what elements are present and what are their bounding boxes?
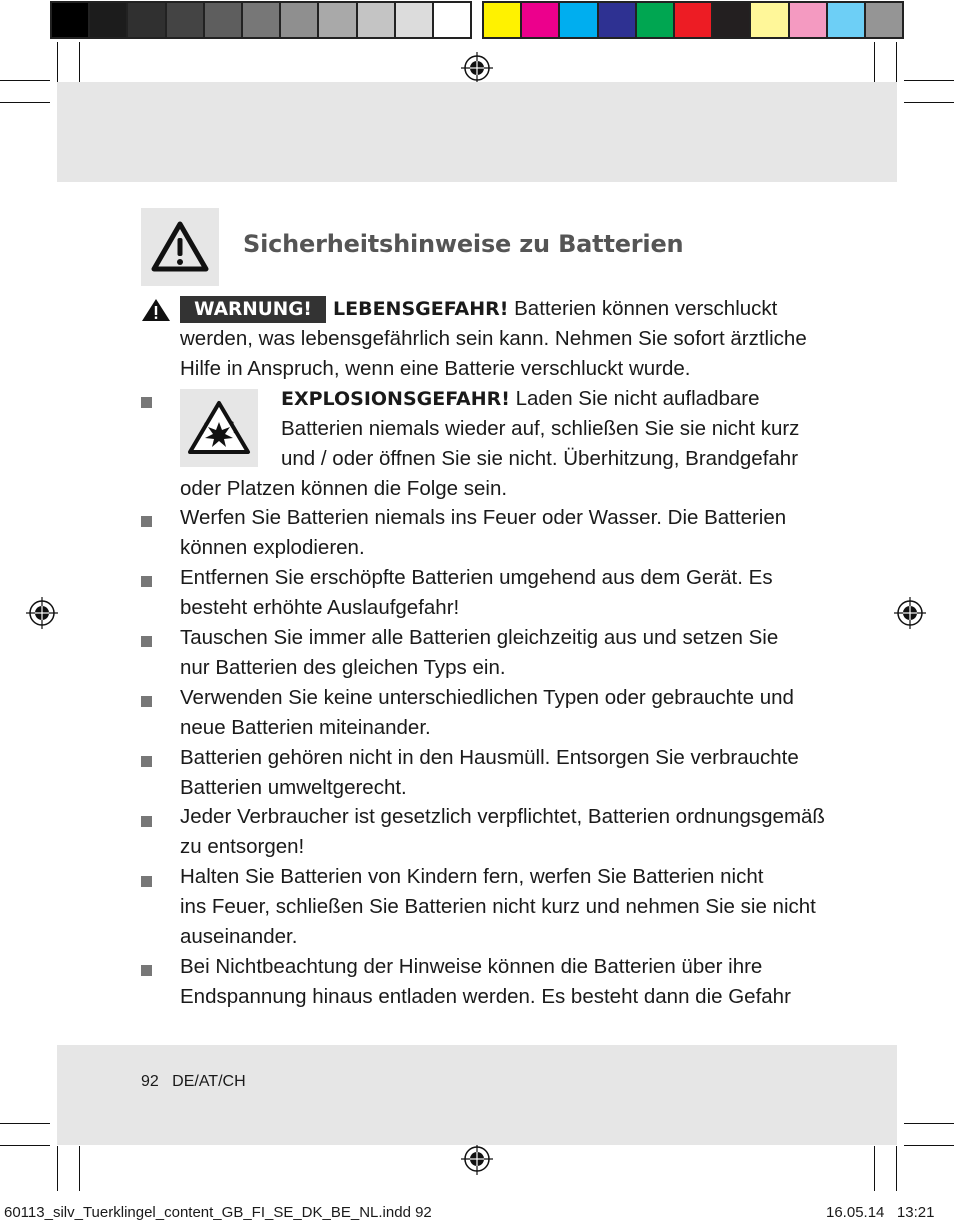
list-item-line: Werfen Sie Batterien niemals ins Feuer oder Wasser. Die Batterien bbox=[180, 506, 787, 529]
color-swatch bbox=[637, 3, 673, 37]
warning-line-2: werden, was lebensgefährlich sein kann. Nehmen Sie sofort ärztliche bbox=[180, 327, 807, 350]
list-item-line: zu entsorgen! bbox=[180, 835, 305, 858]
crop-mark bbox=[874, 42, 875, 82]
crop-mark bbox=[874, 1146, 875, 1191]
warning-triangle-icon bbox=[141, 298, 171, 322]
color-swatch bbox=[866, 3, 902, 37]
color-swatch bbox=[560, 3, 596, 37]
slug-date: 16.05.14 bbox=[826, 1204, 885, 1221]
gray-swatch bbox=[358, 3, 394, 37]
list-item-line: auseinander. bbox=[180, 925, 298, 948]
bullet bbox=[141, 876, 152, 887]
crop-mark bbox=[904, 1145, 954, 1146]
color-swatch bbox=[790, 3, 826, 37]
crop-mark bbox=[57, 1146, 58, 1191]
list-item-line: Endspannung hinaus entladen werden. Es besteht dann die Gefahr bbox=[180, 985, 791, 1008]
slug-time: 13:21 bbox=[896, 1204, 935, 1221]
bullet bbox=[141, 756, 152, 767]
registration-mark-icon bbox=[461, 1143, 493, 1175]
process-color-bar bbox=[482, 1, 904, 39]
list-item-line: neue Batterien miteinander. bbox=[180, 716, 431, 739]
gray-swatch bbox=[128, 3, 164, 37]
list-item-line: Jeder Verbraucher ist gesetzlich verpflichtet, Batterien ordnungsgemäß bbox=[180, 805, 825, 828]
color-swatch bbox=[675, 3, 711, 37]
crop-mark bbox=[904, 102, 954, 103]
footer-band bbox=[57, 1045, 897, 1145]
bullet bbox=[141, 576, 152, 587]
gray-swatch bbox=[396, 3, 432, 37]
registration-mark-icon bbox=[26, 597, 58, 629]
slug-timestamp bbox=[826, 1204, 934, 1221]
page-footer bbox=[141, 1073, 246, 1091]
warning-triangle-icon bbox=[151, 221, 209, 273]
crop-mark bbox=[57, 42, 58, 82]
crop-mark bbox=[904, 80, 954, 81]
list-item-line: Batterien gehören nicht in den Hausmüll. Entsorgen Sie verbrauchte bbox=[180, 746, 799, 769]
color-swatch bbox=[484, 3, 520, 37]
gray-swatch bbox=[319, 3, 355, 37]
warning-box bbox=[141, 208, 219, 286]
crop-mark bbox=[79, 42, 80, 82]
hazard-label: LEBENSGEFAHR! bbox=[333, 298, 509, 320]
gray-swatch bbox=[205, 3, 241, 37]
explosion-text: Laden Sie nicht aufladbare bbox=[509, 387, 760, 410]
bullet bbox=[141, 816, 152, 827]
list-item-line: besteht erhöhte Auslaufgefahr! bbox=[180, 596, 460, 619]
gray-swatch bbox=[167, 3, 203, 37]
registration-mark-icon bbox=[894, 597, 926, 629]
bullet bbox=[141, 696, 152, 707]
header-band bbox=[57, 82, 897, 182]
color-swatch bbox=[713, 3, 749, 37]
gray-swatch bbox=[434, 3, 470, 37]
color-swatch bbox=[599, 3, 635, 37]
list-item-line: nur Batterien des gleichen Typs ein. bbox=[180, 656, 506, 679]
bullet bbox=[141, 397, 152, 408]
color-swatch bbox=[751, 3, 787, 37]
list-item-line: Batterien umweltgerecht. bbox=[180, 776, 407, 799]
explosion-line-4: oder Platzen können die Folge sein. bbox=[180, 477, 508, 500]
list-item-line: Entfernen Sie erschöpfte Batterien umgehend aus dem Gerät. Es bbox=[180, 566, 773, 589]
explosion-line-1 bbox=[281, 384, 760, 414]
crop-mark bbox=[0, 1123, 50, 1124]
region-label: DE/AT/CH bbox=[172, 1073, 246, 1090]
page-number: 92 bbox=[141, 1073, 159, 1090]
crop-mark bbox=[896, 1146, 897, 1191]
list-item-line: ins Feuer, schließen Sie Batterien nicht kurz und nehmen Sie sie nicht bbox=[180, 895, 816, 918]
explosion-line-2: Batterien niemals wieder auf, schließen Sie sie nicht kurz bbox=[281, 417, 800, 440]
bullet bbox=[141, 636, 152, 647]
registration-mark-icon bbox=[461, 52, 493, 84]
explosion-box bbox=[180, 389, 258, 467]
grayscale-color-bar bbox=[50, 1, 472, 39]
gray-swatch bbox=[243, 3, 279, 37]
page-title: Sicherheitshinweise zu Batterien bbox=[243, 230, 684, 258]
color-swatch bbox=[522, 3, 558, 37]
bullet bbox=[141, 965, 152, 976]
crop-mark bbox=[0, 80, 50, 81]
list-item-line: können explodieren. bbox=[180, 536, 365, 559]
crop-mark bbox=[0, 1145, 50, 1146]
list-item-line: Verwenden Sie keine unterschiedlichen Typen oder gebrauchte und bbox=[180, 686, 794, 709]
list-item-line: Tauschen Sie immer alle Batterien gleichzeitig aus und setzen Sie bbox=[180, 626, 779, 649]
list-item-line: Halten Sie Batterien von Kindern fern, werfen Sie Batterien nicht bbox=[180, 865, 764, 888]
slug-filename: 60113_silv_Tuerklingel_content_GB_FI_SE_DK_BE_NL.indd 92 bbox=[4, 1204, 432, 1221]
warning-text: Batterien können verschluckt bbox=[508, 297, 778, 320]
warning-badge: WARNUNG! bbox=[180, 296, 326, 323]
warning-line-1 bbox=[333, 294, 777, 324]
warning-line-3: Hilfe in Anspruch, wenn eine Batterie verschluckt wurde. bbox=[180, 357, 691, 380]
crop-mark bbox=[904, 1123, 954, 1124]
explosion-icon bbox=[187, 400, 251, 456]
gray-swatch bbox=[281, 3, 317, 37]
list-item-line: Bei Nichtbeachtung der Hinweise können die Batterien über ihre bbox=[180, 955, 763, 978]
crop-mark bbox=[79, 1146, 80, 1191]
gray-swatch bbox=[52, 3, 88, 37]
gray-swatch bbox=[90, 3, 126, 37]
color-swatch bbox=[828, 3, 864, 37]
explosion-line-3: und / oder öffnen Sie sie nicht. Überhitzung, Brandgefahr bbox=[281, 447, 799, 470]
crop-mark bbox=[0, 102, 50, 103]
hazard-label: EXPLOSIONSGEFAHR! bbox=[281, 388, 510, 410]
bullet bbox=[141, 516, 152, 527]
crop-mark bbox=[896, 42, 897, 82]
